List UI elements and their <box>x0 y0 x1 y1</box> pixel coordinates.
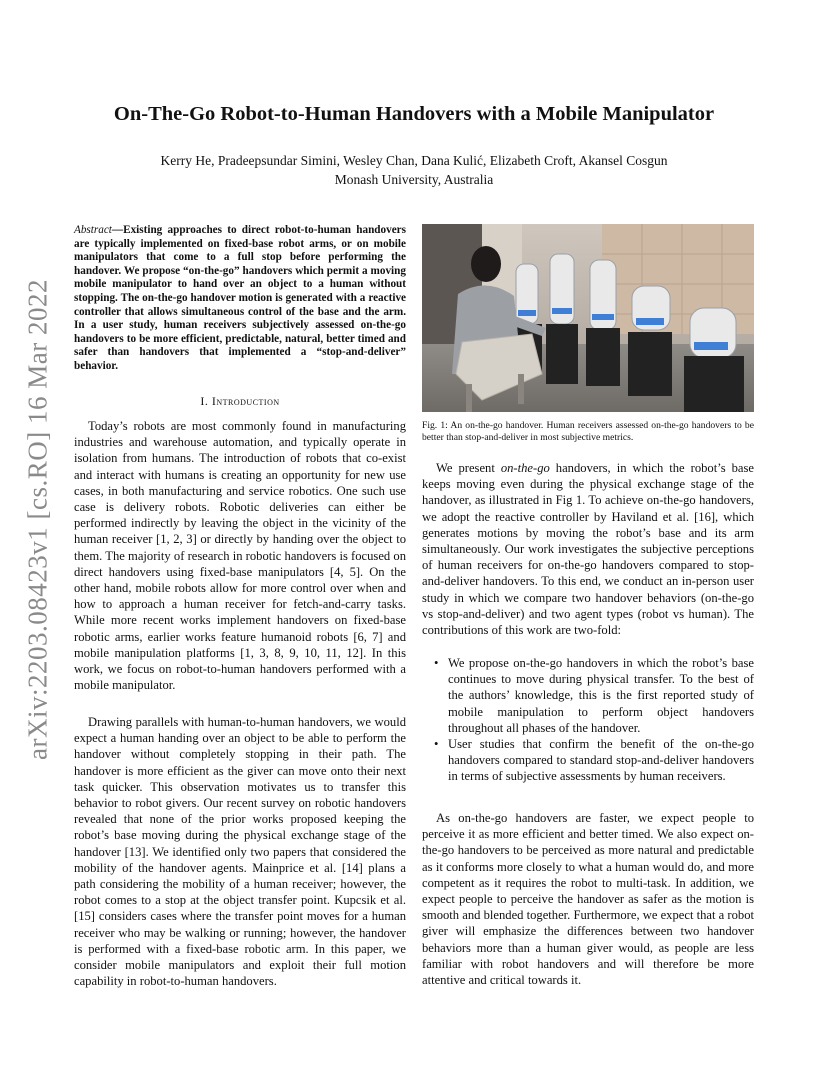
author-list: Kerry He, Pradeepsundar Simini, Wesley Chan, Dana Kulić, Elizabeth Croft, Akansel Cosgun <box>160 153 668 168</box>
hypotheses-paragraph: As on-the-go handovers are faster, we expect people to perceive it as more efficient and better timed. We also expect on-the-go handovers to be perceived as more natural and predictable as it conforms more closely to what a human would do, and more competent as it requires the robot to multi-task. In addition, we expect people to perceive the handover as safer as the motion is smooth and blended together. Furthermore, we expect that a robot giver will emphasize the differences between two handover behaviors more than a human giver would, as people are less familiar with robot handovers and will therefore be more attentive and critical towards it. <box>422 811 754 988</box>
abstract-text: —Existing approaches to direct robot-to-human handovers are typically implemented on fixed-base robot arms, or on mobile manipulators that come to a full stop before performing the handover. We propose “on-the-go” handovers which permit a moving mobile manipulator to hand over an object to a human without stopping. The on-the-go handover motion is generated with a reactive controller that allows simultaneous control of the base and the arm. In a user study, human receivers subjectively assessed on-the-go handovers to be more efficient, predictable, natural, better timed and safer than handovers that implemented a “stop-and-deliver” behavior. <box>74 224 406 372</box>
abstract-label: Abstract <box>74 224 112 236</box>
p-right-1-post: handovers, in which the robot’s base keeps moving even during the physical exchange stage of the handover, as illustrated in Fig 1. To achieve on-the-go handovers, we adopt the reactive controller by Haviland et al. [16], which generates motions by moving the robot’s base and its arm simultaneously. Our work investigates the subjective perceptions of human receivers for on-the-go handovers compared to stop-and-deliver handovers. To this end, we conduct an in-person user study in which we compare two handover behaviors (on-the-go vs stop-and-deliver) and two agent types (robot vs human). The contributions of this work are two-fold: <box>422 461 754 638</box>
section-title: Introduction <box>211 394 280 408</box>
author-block <box>60 152 768 190</box>
p-right-1-pre: We present <box>436 461 501 475</box>
contribution-intro-paragraph <box>422 460 754 638</box>
arxiv-stamp: arXiv:2203.08423v1 [cs.RO] 16 Mar 2022 <box>22 279 53 761</box>
intro-paragraph-1: Today’s robots are most commonly found in manufacturing industries and warehouse automation, and typically operate in isolation from humans. The introduction of robots that co-exist and interact with humans is creating an opportunity for new use cases, in both manufacturing and service robotics. One such use case is delivery robots. Robotic deliveries can either be performed indirectly by leaving the object in the vicinity of the human receiver [1, 2, 3] or directly by handing over the object to them. The majority of research in robotic handovers is focused on direct handovers using fixed-base manipulators [4, 5]. On the other hand, mobile robots allow for more control over when and how to approach a human receiver for fetch-and-carry tasks. While more recent works implement handovers on fixed-base robotic arms, earlier works feature humanoid robots [6, 7] and mobile manipulation platforms [1, 3, 8, 9, 10, 11, 12]. In this work, we focus on robot-to-human handovers performed with a mobile manipulator. <box>74 419 406 693</box>
affiliation: Monash University, Australia <box>334 171 494 187</box>
contribution-item: • User studies that confirm the benefit of the on-the-go handovers compared to standard stop-and-deliver handovers in terms of subjective assessments by human receivers. <box>448 736 754 785</box>
figure-1-caption: Fig. 1: An on-the-go handover. Human receivers assessed on-the-go handovers to be better than stop-and-deliver in most subjective metrics. <box>422 420 754 443</box>
abstract <box>74 224 406 374</box>
figure-1-photo <box>422 224 754 412</box>
paper-title: On-The-Go Robot-to-Human Handovers with a Mobile Manipulator <box>113 103 715 125</box>
p-right-1-em: on-the-go <box>500 461 550 475</box>
section-number: I. <box>200 394 212 408</box>
contributions-list <box>422 655 754 785</box>
section-heading <box>74 394 406 409</box>
intro-paragraph-2: Drawing parallels with human-to-human handovers, we would expect a human handing over an object to be able to perform the handover without completely stopping in their path. The handover is more efficient as the giver can move onto their next task quicker. This observation motivates us to transfer this behavior to robot givers. Our recent survey on robotic handovers revealed that none of the prior works proposed keeping the robot’s base moving during the physical exchange stage of the handover [13]. We identified only two papers that considered the mobility of the handover agents. Mainprice et al. [14] plans a path considering the mobility of a human receiver; however, the robot comes to a stop at the object transfer point. Kupcsik et al. [15] considers cases where the transfer point moves for a human receiver who may be walking or running; however, the handover is performed with a fixed-base robotic arm. In this paper, we consider mobile manipulators and exploit their full motion capability in robot-to-human handovers. <box>74 715 406 989</box>
contribution-item: • We propose on-the-go handovers in which the robot’s base continues to move during physical transfer. To the best of the authors’ knowledge, this is the first reported study of mobile manipulation to perform object handovers throughout all phases of the handover. <box>448 655 754 736</box>
